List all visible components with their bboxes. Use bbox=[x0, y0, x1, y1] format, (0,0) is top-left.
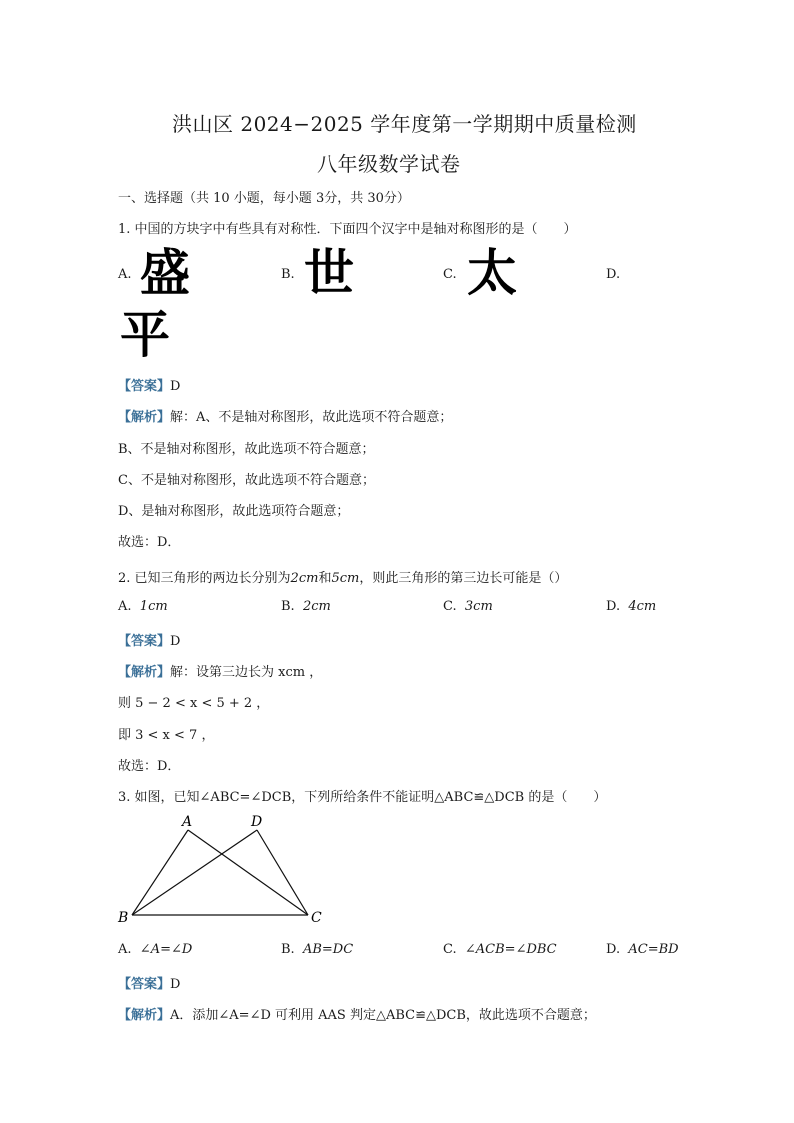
q2-option-b-letter: B. bbox=[281, 599, 295, 614]
q1-analysis-text-4: D、是轴对称图形，故此选项符合题意； bbox=[118, 504, 350, 519]
q2-option-d bbox=[606, 599, 656, 614]
q1-analysis-text-1: 解：A、不是轴对称图形，故此选项不符合题意； bbox=[170, 410, 453, 425]
q1-option-b-char: 世 bbox=[304, 244, 354, 302]
q3-analysis-tag: 【解析】 bbox=[118, 1008, 171, 1023]
q1-stem: 1. 中国的方块字中有些具有对称性．下面四个汉字中是轴对称图形的是（ ） bbox=[118, 222, 577, 237]
segment-ba bbox=[132, 830, 188, 915]
q2-option-a bbox=[118, 599, 168, 614]
q1-analysis-line-1 bbox=[118, 406, 452, 425]
q3-answer-line bbox=[118, 973, 180, 992]
q3-option-b-value: AB=DC bbox=[302, 942, 354, 957]
q3-option-b-letter: B. bbox=[281, 942, 295, 957]
q1-option-d-char: 平 bbox=[120, 306, 170, 364]
q1-analysis-text-5: 故选：D． bbox=[118, 535, 181, 550]
q3-option-a bbox=[118, 942, 192, 957]
q2-option-c-value: 3cm bbox=[464, 599, 493, 614]
label-b: B bbox=[118, 910, 129, 926]
q2-option-d-letter: D. bbox=[606, 599, 621, 614]
q2-answer: D bbox=[170, 634, 181, 649]
q3-answer: D bbox=[170, 977, 181, 992]
q2-stem-b: 和 bbox=[318, 571, 332, 586]
q2-option-d-value: 4cm bbox=[628, 599, 657, 614]
q1-option-a-letter: A. bbox=[118, 267, 132, 282]
q2-option-b-value: 2cm bbox=[302, 599, 331, 614]
q2-analysis-line-1 bbox=[118, 661, 322, 680]
q1-analysis-tag: 【解析】 bbox=[118, 410, 171, 425]
q2-option-c-letter: C. bbox=[443, 599, 457, 614]
label-c: C bbox=[311, 910, 322, 926]
q2-analysis-text-1: 解：设第三边长为 xcm ， bbox=[170, 665, 323, 680]
q1-option-c-char: 太 bbox=[467, 244, 517, 302]
label-a: A bbox=[182, 814, 193, 830]
q1-option-b-letter: B. bbox=[281, 267, 295, 282]
q3-analysis-text-1: A．添加∠A=∠D 可利用 AAS 判定△ABC≌△DCB，故此选项不合题意； bbox=[170, 1008, 596, 1023]
q3-option-c bbox=[443, 942, 557, 957]
section-heading: 一、选择题（共 10 小题，每小题 3分，共 30分） bbox=[118, 191, 410, 206]
q2-analysis-text-3: 即 3 < x < 7 ， bbox=[118, 728, 215, 743]
q2-stem-a: 2. 已知三角形的两边长分别为 bbox=[118, 571, 291, 586]
segment-bd bbox=[132, 830, 257, 915]
q3-option-a-value: ∠A=∠D bbox=[139, 942, 193, 957]
q2-analysis-text-4: 故选：D． bbox=[118, 759, 181, 774]
q1-answer-tag: 【答案】 bbox=[118, 379, 171, 394]
q2-analysis-text-2: 则 5 − 2 < x < 5 + 2 ， bbox=[118, 696, 270, 711]
q3-analysis-line-1 bbox=[118, 1004, 596, 1023]
q1-answer-line bbox=[118, 375, 180, 394]
q2-option-a-letter: A. bbox=[118, 599, 132, 614]
q2-answer-tag: 【答案】 bbox=[118, 634, 171, 649]
q1-option-c-letter: C. bbox=[443, 267, 457, 282]
q3-option-d-value: AC=BD bbox=[628, 942, 679, 957]
segment-dc bbox=[257, 830, 308, 915]
q2-analysis-tag: 【解析】 bbox=[118, 665, 171, 680]
label-d: D bbox=[251, 814, 263, 830]
segment-ac bbox=[188, 830, 308, 915]
q1-answer: D bbox=[170, 379, 181, 394]
q3-triangle-figure bbox=[110, 808, 340, 933]
q3-option-a-letter: A. bbox=[118, 942, 132, 957]
q2-option-a-value: 1cm bbox=[139, 599, 168, 614]
q3-answer-tag: 【答案】 bbox=[118, 977, 171, 992]
q3-option-d bbox=[606, 942, 679, 957]
q2-value-2: 5cm bbox=[331, 571, 360, 586]
q3-option-c-value: ∠ACB=∠DBC bbox=[464, 942, 557, 957]
q2-option-b bbox=[281, 599, 331, 614]
q2-value-1: 2cm bbox=[290, 571, 319, 586]
q1-option-a-char: 盛 bbox=[140, 244, 190, 302]
page-title: 洪山区 2024−2025 学年度第一学期期中质量检测 bbox=[172, 112, 637, 136]
q2-answer-line bbox=[118, 630, 180, 649]
q2-stem bbox=[118, 567, 567, 586]
q2-stem-c: ，则此三角形的第三边长可能是（） bbox=[359, 571, 568, 586]
q3-option-c-letter: C. bbox=[443, 942, 457, 957]
q3-option-d-letter: D. bbox=[606, 942, 621, 957]
q2-option-c bbox=[443, 599, 493, 614]
q1-analysis-text-3: C、不是轴对称图形，故此选项不符合题意； bbox=[118, 473, 375, 488]
q3-option-b bbox=[281, 942, 353, 957]
q3-stem: 3. 如图，已知∠ABC=∠DCB，下列所给条件不能证明△ABC≌△DCB 的是（ ） bbox=[118, 790, 607, 805]
page-subtitle: 八年级数学试卷 bbox=[317, 152, 461, 176]
q1-option-d-letter: D. bbox=[606, 267, 621, 282]
q1-analysis-text-2: B、不是轴对称图形，故此选项不符合题意； bbox=[118, 442, 375, 457]
